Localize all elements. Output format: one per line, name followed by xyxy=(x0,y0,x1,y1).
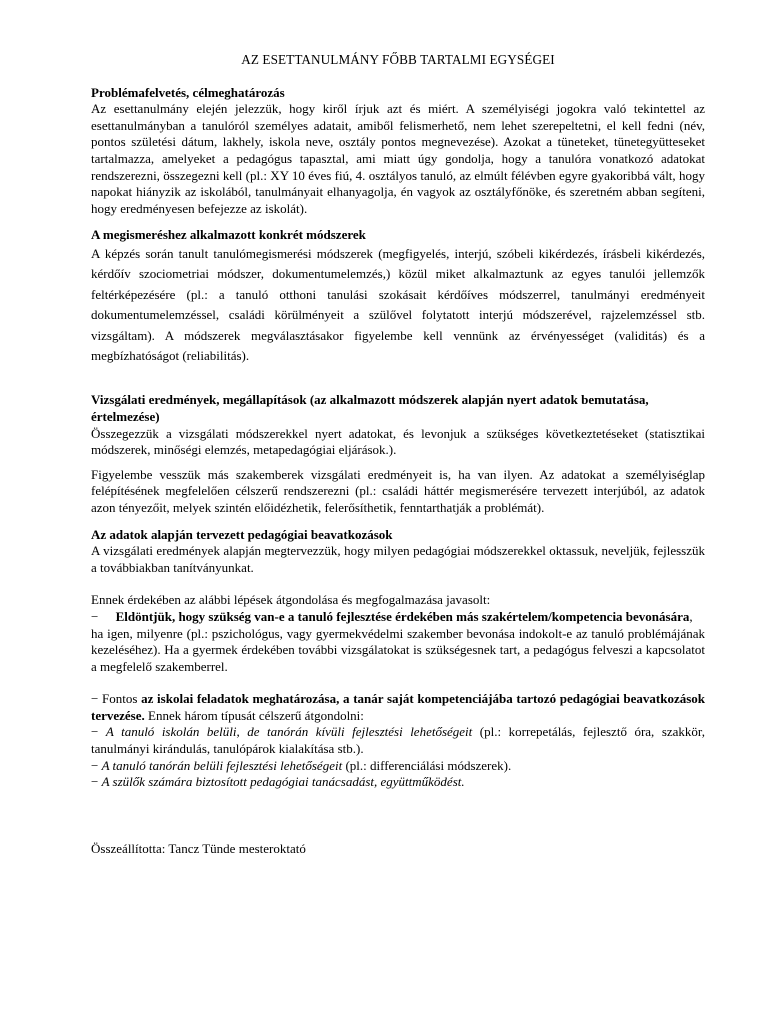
dash-marker: − xyxy=(91,757,102,773)
sub-item-rest: (pl.: differenciálási módszerek). xyxy=(342,757,512,773)
step-item xyxy=(91,609,705,626)
section-heading: Vizsgálati eredmények, megállapítások (az alkalmazott módszerek alapján nyert adatok bemutatása, értelmezése) xyxy=(91,392,649,424)
section-interventions xyxy=(91,527,705,791)
section-body: Figyelembe vesszük más szakemberek vizsgálati eredményeit is, ha van ilyen. Az adatokat a személyiséglap felépítésének megfelelően célszerű rendszerezni (pl.: családi háttér megismerésére tervezett interjúból, az adatok azon tényezőit, melyek szintén előidézhetik, felerősíthetik, fenntarthatják a problémát). xyxy=(91,466,705,515)
document-content xyxy=(91,52,705,857)
sub-item-italic: A szülők számára biztosított pedagógiai tanácsadást, együttműködést. xyxy=(101,774,465,790)
document-title: AZ ESETTANULMÁNY FŐBB TARTALMI EGYSÉGEI xyxy=(241,52,555,67)
sub-item-italic: A tanuló iskolán belüli, de tanórán kívüli fejlesztési lehetőségeit xyxy=(105,724,473,740)
dash-marker: − xyxy=(91,774,102,790)
step-body: ha igen, milyenre (pl.: pszichológus, vagy gyermekvédelmi szakember bevonása indokolt-e az tanuló problémájának kezeléséhez). Ha a gyermek érdekében további vizsgálatokat is szükségesnek tart, a pedagógus felveszi a kapcsolatot a megfelelő szakemberrel. xyxy=(91,625,705,674)
sub-item-italic: A tanuló tanórán belüli fejlesztési lehetőségeit xyxy=(101,757,343,773)
step-bold-text: Eldöntjük, hogy szükség van-e a tanuló fejlesztése érdekében más szakértelem/kompetencia bevonására xyxy=(115,608,690,624)
step-item xyxy=(91,691,705,724)
section-heading: Az adatok alapján tervezett pedagógiai beavatkozások xyxy=(91,526,393,542)
step-punct: , xyxy=(689,608,693,624)
section-methods xyxy=(91,227,705,366)
section-heading: A megismeréshez alkalmazott konkrét módszerek xyxy=(91,227,366,243)
sub-item xyxy=(91,758,705,775)
sub-item xyxy=(91,724,705,757)
section-body: A vizsgálati eredmények alapján megtervezzük, hogy milyen pedagógiai módszerekkel oktassuk, neveljük, fejlesszük a továbbiakban tanítványunkat. xyxy=(91,543,705,575)
sub-item-rest: (pl.: korrepetálás, fejlesztő óra, szakkör, tanulmányi kirándulás, tanulópárok kialakítása stb.). xyxy=(91,724,705,757)
step-prefix: − Fontos xyxy=(91,691,142,707)
section-body: Összegezzük a vizsgálati módszerekkel nyert adatokat, és levonjuk a szükséges következtetéseket (statisztikai módszerek, minőségi elemzés, metapedagógiai eljárások.). xyxy=(91,425,705,458)
step-suffix: Ennek három típusát célszerű átgondolni: xyxy=(144,707,364,723)
sub-item xyxy=(91,774,705,791)
section-body: Ennek érdekében az alábbi lépések átgondolása és megfogalmazása javasolt: xyxy=(91,592,491,608)
dash-marker: − xyxy=(91,724,106,740)
section-body: Az esettanulmány elején jelezzük, hogy kiről írjuk azt és miért. A személyiségi jogokra való tekintettel az esettanulmányban a tanulóról személyes adatait, amiből felismerhető, nem lehet szerepeltetni, el kell fedni (név, pontos születési dátum, lakhely, iskola neve, osztály pontos megnevezése). Azokat a tüneteket, tünetegyütteseket tartalmazza, amelyeket a pedagógus tapasztal, ami miatt úgy gondolja, hogy a tanulóra vonatkozó adatokat rendszerezni, összegezni kell (pl.: XY 10 éves fiú, 4. osztályos tanuló, az elmúlt félévben egyre gyakoribbá vált, hogy napokat hiányzik az iskolából, tanulmányait elhanyagolja, én vagyok az osztályfőnöke, és szeretném abban segíteni, hogy eredményesen befejezze az iskolát). xyxy=(91,101,705,216)
section-problem xyxy=(91,85,705,218)
section-body: A képzés során tanult tanulómegismerési módszerek (megfigyelés, interjú, szóbeli kikérdezés, írásbeli kikérdezés, kérdőív szociometriai módszer, dokumentumelemzés,) közül miket alkalmaztunk az egyes tanulói jellemzők feltérképezésére (pl.: a tanuló otthoni tanulási szokásait kérdőíves módszerrel, tanulmányi eredményeit dokumentumelemzéssel, családi körülményeit a szülővel folytatott interjú módszerével, rajzelemzéssel stb. vizsgáltam). A módszerek megválasztásakor figyelembe kell vennünk az érvényességet (validitás) és a megbízhatóságot (reliabilitás). xyxy=(91,245,705,363)
section-heading: Problémafelvetés, célmeghatározás xyxy=(91,84,285,100)
document-footer: Összeállította: Tancz Tünde mesteroktató xyxy=(91,840,306,856)
step-bold-text: az iskolai feladatok meghatározása, a tanár saját kompetenciájába tartozó pedagógiai beavatkozások tervezése. xyxy=(91,691,706,723)
dash-marker: − xyxy=(91,608,99,624)
section-results xyxy=(91,392,705,516)
